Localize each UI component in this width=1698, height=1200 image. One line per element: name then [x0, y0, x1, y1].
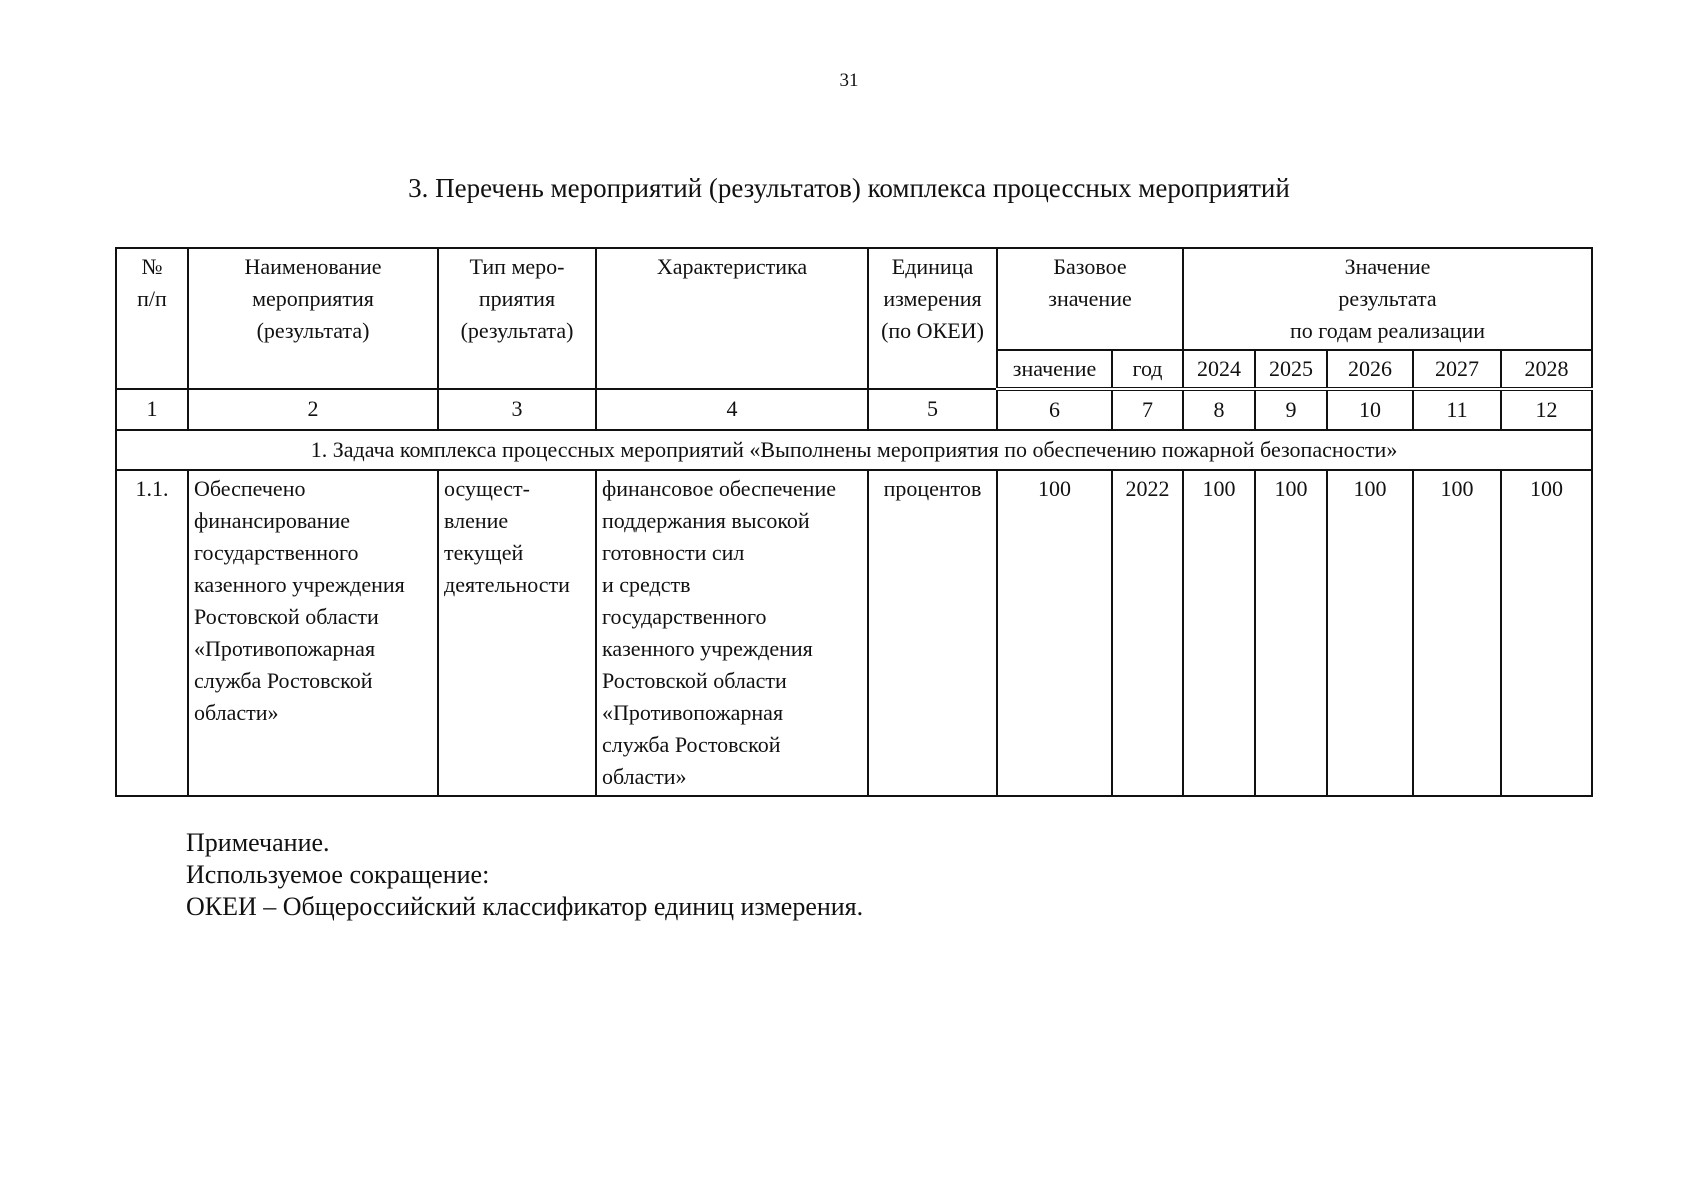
note-abbreviation-okei: ОКЕИ – Общероссийский классификатор единиц измерения. — [186, 892, 864, 921]
row-value-2026: 100 — [1327, 470, 1413, 796]
header-base-value: значение — [997, 350, 1112, 389]
activities-table — [115, 247, 1593, 797]
column-number: 3 — [438, 389, 596, 430]
column-number: 8 — [1183, 389, 1255, 430]
column-number-row — [116, 389, 1592, 430]
row-num: 1.1. — [116, 470, 188, 796]
row-base-value: 100 — [997, 470, 1112, 796]
column-number: 6 — [997, 389, 1112, 430]
header-base: Базовое значение — [997, 248, 1183, 350]
row-characteristic: финансовое обеспечение поддержания высокой готовности сил и средств государственного казенного учреждения Ростовской области «Противопожарная служба Ростовской области» — [596, 470, 868, 796]
header-name: Наименование мероприятия (результата) — [188, 248, 438, 389]
column-number: 10 — [1327, 389, 1413, 430]
column-number: 9 — [1255, 389, 1327, 430]
column-number: 12 — [1501, 389, 1592, 430]
task-title: 1. Задача комплекса процессных мероприятий «Выполнены мероприятия по обеспечению пожарной безопасности» — [116, 430, 1592, 470]
header-row-top — [116, 248, 1592, 350]
header-year-2028: 2028 — [1501, 350, 1592, 389]
table-row — [116, 470, 1592, 796]
header-year-2025: 2025 — [1255, 350, 1327, 389]
column-number: 7 — [1112, 389, 1183, 430]
row-value-2027: 100 — [1413, 470, 1501, 796]
row-value-2025: 100 — [1255, 470, 1327, 796]
column-number: 11 — [1413, 389, 1501, 430]
header-type: Тип меро- приятия (результата) — [438, 248, 596, 389]
page-number: 31 — [839, 70, 859, 91]
row-type: осущест- вление текущей деятельности — [438, 470, 596, 796]
row-value-2028: 100 — [1501, 470, 1592, 796]
task-row — [116, 430, 1592, 470]
note-title: Примечание. — [186, 828, 330, 857]
column-number: 5 — [868, 389, 997, 430]
row-base-year: 2022 — [1112, 470, 1183, 796]
header-base-year: год — [1112, 350, 1183, 389]
note-abbreviation-label: Используемое сокращение: — [186, 860, 490, 889]
column-number: 2 — [188, 389, 438, 430]
row-unit: процентов — [868, 470, 997, 796]
header-num: № п/п — [116, 248, 188, 389]
notes — [186, 827, 863, 923]
header-unit: Единица измерения (по ОКЕИ) — [868, 248, 997, 389]
header-result: Значение результата по годам реализации — [1183, 248, 1592, 350]
row-value-2024: 100 — [1183, 470, 1255, 796]
column-number: 1 — [116, 389, 188, 430]
header-characteristic: Характеристика — [596, 248, 868, 389]
column-number: 4 — [596, 389, 868, 430]
row-name: Обеспечено финансирование государственного казенного учреждения Ростовской области «Противопожарная служба Ростовской области» — [188, 470, 438, 796]
header-year-2024: 2024 — [1183, 350, 1255, 389]
section-title: 3. Перечень мероприятий (результатов) комплекса процессных мероприятий — [408, 173, 1290, 203]
header-year-2027: 2027 — [1413, 350, 1501, 389]
header-year-2026: 2026 — [1327, 350, 1413, 389]
